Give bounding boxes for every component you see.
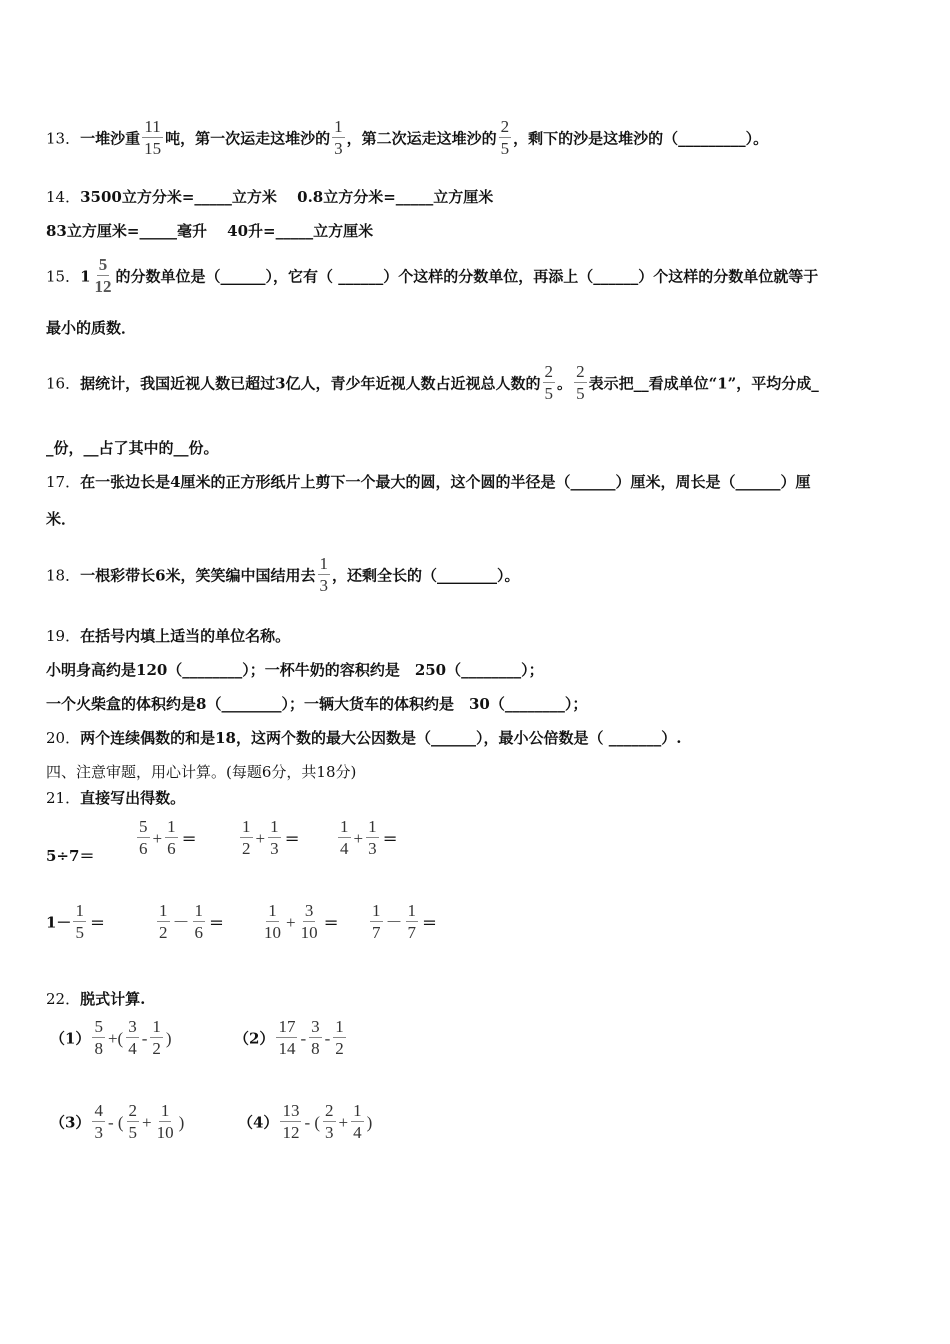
q16-separator: 。 [557,374,573,393]
q18-number: 18． [46,566,81,585]
q14-line1-text: 3500立方分米=_____立方米 0.8立方分米=_____立方厘米 [80,188,494,206]
q17-text-b: 米． [46,510,77,528]
q21-item-6: $\frac{1}{2}$ － $\frac{1}{6}$ ＝ [159,901,225,942]
question-14-line-1 [46,186,493,207]
q15-fraction: $\frac{5}{12}$ [94,255,112,296]
q15-number: 15． [46,267,81,286]
q18-fraction: $\frac{1}{3}$ [319,554,329,595]
q17-text-a: 在一张边长是4厘米的正方形纸片上剪下一个最大的圆，这个圆的半径是（______）厘米，周长是（______）厘 [80,473,811,491]
q16-fraction-1: $\frac{2}{5}$ [544,362,554,403]
q22-problem-3: （3） $\frac{4}{3}$ - ( $\frac{2}{5}$ + $\frac{1}{10}$ ) [50,1101,185,1142]
section-4-title: 四、注意审题，用心计算。(每题6分，共18分) [46,763,357,781]
question-21 [46,787,185,808]
question-19 [46,625,290,646]
q22-problem-1: （1） $\frac{5}{8}$ +( $\frac{3}{4}$ - $\frac{1}{2}$ ) [50,1017,172,1058]
question-18 [46,554,520,596]
q22-problem-2: （2） $\frac{17}{14}$ - $\frac{3}{8}$ - $\frac{1}{2}$ [234,1017,344,1058]
q20-number: 20． [46,729,81,747]
q13-text-c: ，第二次运走这堆沙的 [346,129,497,148]
q13-fraction-1: $\frac{11}{15}$ [144,117,162,158]
question-19-line-1 [46,659,544,680]
q18-text-a: 一根彩带长6米，笑笑编中国结用去 [80,566,316,585]
q16-fraction-2: $\frac{2}{5}$ [576,362,585,403]
q15-text-a: 的分数单位是（______），它有（ ______）个这样的分数单位，再添上（______）个这样的分数单位就等于 [115,267,819,286]
q16-text-a: 据统计，我国近视人数已超过3亿人，青少年近视人数占近视总人数的 [80,374,541,393]
q21-item-7: $\frac{1}{10}$ + $\frac{3}{10}$ ＝ [264,901,339,942]
question-16 [46,362,819,404]
q19-line1-text: 小明身高约是120（________）；一杯牛奶的容积约是 250（________）； [46,661,544,679]
q22-problem-4: （4） $\frac{13}{12}$ - ( $\frac{2}{3}$ + $\frac{1}{4}$ ) [238,1101,373,1142]
question-17-line-2 [46,508,76,529]
q13-text-d: ，剩下的沙是这堆沙的（_________）。 [513,129,769,148]
question-19-line-2 [46,693,587,714]
q21-item-2: $\frac{5}{6}$ + $\frac{1}{6}$ ＝ [139,817,197,858]
q15-text-b: 最小的质数． [46,319,137,337]
question-16-line-2 [46,437,219,458]
q13-fraction-3: $\frac{2}{5}$ [500,117,510,158]
q21-title: 直接写出得数。 [80,789,186,807]
question-15-line-2 [46,317,136,338]
q21-number: 21． [46,789,81,807]
q21-item-8: $\frac{1}{7}$ － $\frac{1}{7}$ ＝ [372,901,438,942]
q21-item-4: $\frac{1}{4}$ + $\frac{1}{3}$ ＝ [340,817,398,858]
question-15 [46,255,819,297]
question-14-line-2 [46,220,373,241]
q19-line2-text: 一个火柴盒的体积约是8（________）；一辆大货车的体积约是 30（________）； [46,695,588,713]
q14-line2-text: 83立方厘米=_____毫升 40升=_____立方厘米 [46,222,374,240]
q19-title: 在括号内填上适当的单位名称。 [80,627,291,645]
q19-number: 19． [46,627,81,645]
question-20 [46,727,681,748]
q13-fraction-2: $\frac{1}{3}$ [334,117,343,158]
q16-text-b: 表示把__看成单位“1”，平均分成_ [588,374,819,393]
q20-text: 两个连续偶数的和是18，这两个数的最大公因数是（______），最小公倍数是（ _______）. [80,729,682,747]
q17-number: 17． [46,473,81,491]
question-22 [46,988,145,1009]
q21-item-1: 5÷7＝ [46,847,95,865]
q13-text-b: 吨，第一次运走这堆沙的 [165,129,331,148]
q13-number: 13． [46,129,81,148]
q22-number: 22． [46,990,81,1008]
q15-whole: 1 [80,267,91,286]
q14-number: 14． [46,188,81,206]
q18-text-b: ，还剩全长的（________）。 [332,566,520,585]
q22-title: 脱式计算. [80,990,146,1008]
q16-number: 16． [46,374,81,393]
q16-text-c: _份，__占了其中的__份。 [46,439,219,457]
question-13 [46,117,769,159]
q21-item-5: 1－ $\frac{1}{5}$ ＝ [46,901,105,942]
q21-item-3: $\frac{1}{2}$ + $\frac{1}{3}$ ＝ [242,817,300,858]
question-17 [46,471,811,492]
q13-text-a: 一堆沙重 [80,129,141,148]
